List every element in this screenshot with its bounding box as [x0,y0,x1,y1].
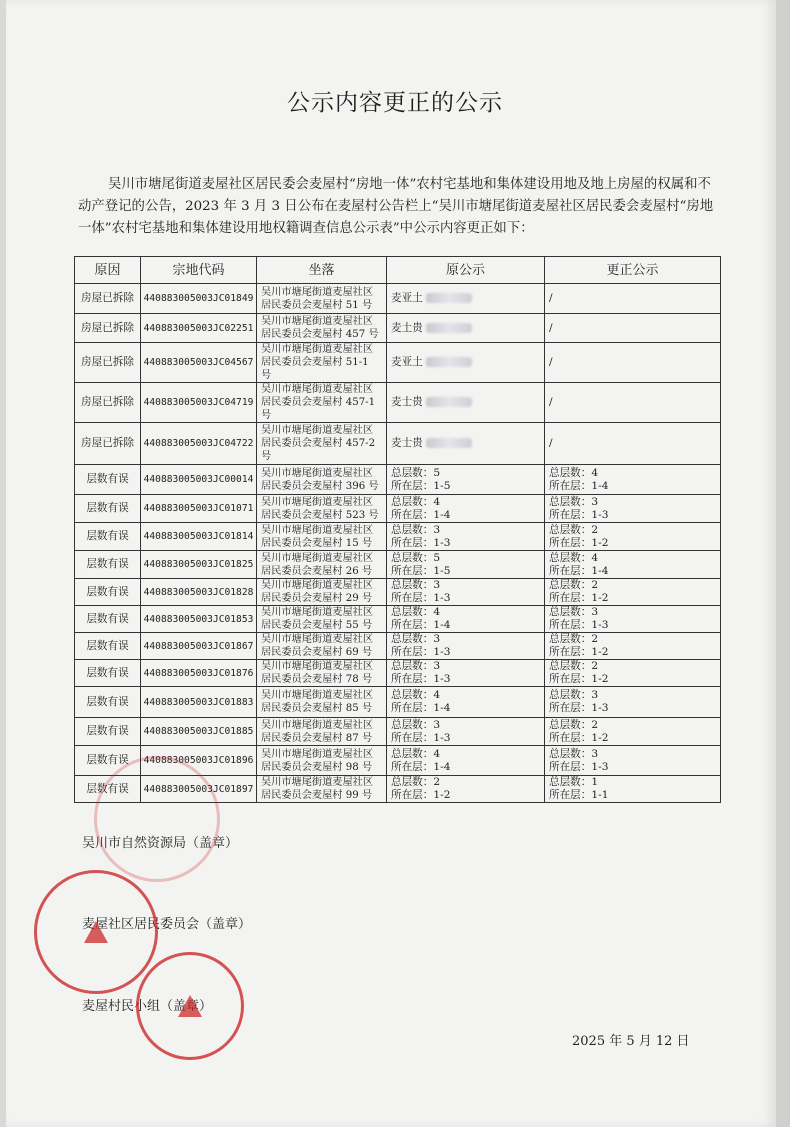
correction-line-2: 所在层：1-3 [549,702,609,714]
reason-text: 房屋已拆除 [81,437,134,449]
committee-stamp [34,870,158,994]
original-line-1: 总层数：3 [391,633,441,645]
code-text: 440883005003JC00014 [143,474,254,485]
cell-reason [75,579,141,606]
original-line-2: 所在层：1-5 [391,564,451,577]
cell-code [141,383,257,423]
table-row [75,633,721,660]
original-line-1: 麦亚土 [391,356,423,368]
reason-text: 层数有误 [86,530,129,542]
cell-original [387,343,545,383]
reason-text: 房屋已拆除 [81,321,134,334]
code-text: 440883005003JC04719 [143,397,254,408]
cell-reason [75,343,141,383]
table-row [75,606,721,633]
reason-text: 房屋已拆除 [81,356,134,368]
cell-code [141,465,257,495]
correction-line-1: 总层数：2 [549,579,599,591]
cell-location [257,746,387,776]
table-header-row [75,257,721,284]
cell-original [387,633,545,660]
original-line-1: 总层数：2 [391,776,441,788]
cell-original [387,383,545,423]
correction-line-1: / [549,437,553,449]
cell-code [141,718,257,746]
location-text: 吴川市塘尾街道麦屋社区居民委员会麦屋村 69 号 [261,634,374,658]
cell-reason [75,687,141,718]
bureau-stamp [94,756,220,882]
cell-correction [545,718,721,746]
cell-correction [545,606,721,633]
cell-location [257,423,387,465]
cell-original [387,746,545,776]
cell-location [257,718,387,746]
cell-location [257,383,387,423]
cell-reason [75,465,141,495]
reason-text: 层数有误 [86,725,129,737]
cell-reason [75,523,141,551]
cell-correction [545,746,721,776]
cell-location [257,523,387,551]
table-row [75,523,721,551]
original-line-2: 所在层：1-3 [391,731,451,744]
table-row [75,383,721,423]
cell-original [387,579,545,606]
cell-original [387,776,545,803]
code-text: 440883005003JC01849 [143,293,254,304]
correction-line-2: 所在层：1-2 [549,673,609,685]
location-text: 吴川市塘尾街道麦屋社区居民委员会麦屋村 78 号 [261,661,374,685]
header-correction: 更正公示 [545,257,721,284]
correction-line-1: 总层数：4 [549,551,599,564]
cell-code [141,551,257,579]
correction-line-1: / [549,292,553,304]
cell-location [257,465,387,495]
cell-correction [545,523,721,551]
code-text: 440883005003JC02251 [143,322,254,334]
cell-original [387,687,545,718]
code-text: 440883005003JC01885 [143,726,254,737]
cell-reason [75,633,141,660]
cell-reason [75,495,141,523]
location-text: 吴川市塘尾街道麦屋社区居民委员会麦屋村 457-1 号 [261,384,376,421]
table-row [75,465,721,495]
code-text: 440883005003JC01867 [143,640,254,652]
reason-text: 层数有误 [86,666,129,679]
star-icon [178,995,202,1017]
location-text: 吴川市塘尾街道麦屋社区居民委员会麦屋村 15 号 [261,524,374,549]
cell-location [257,495,387,523]
cell-code [141,423,257,465]
correction-line-2: 所在层：1-4 [549,564,609,577]
table-row [75,314,721,343]
location-text: 吴川市塘尾街道麦屋社区居民委员会麦屋村 26 号 [261,552,374,577]
original-line-1: 总层数：3 [391,718,441,731]
redacted-name [426,438,472,448]
cell-reason [75,551,141,579]
correction-line-1: 总层数：2 [549,523,599,536]
cell-code [141,633,257,660]
correction-line-2: 所在层：1-3 [549,619,609,631]
header-code: 宗地代码 [141,257,257,284]
cell-correction [545,551,721,579]
code-text: 440883005003JC01853 [143,613,254,625]
correction-line-1: 总层数：3 [549,689,599,701]
correction-line-1: / [549,396,553,408]
page-title: 公示内容更正的公示 [287,90,503,116]
correction-line-1: 总层数：2 [549,718,599,731]
code-text: 440883005003JC01828 [143,586,254,598]
cell-reason [75,660,141,687]
code-text: 440883005003JC01071 [143,503,254,514]
cell-correction [545,343,721,383]
cell-code [141,284,257,314]
original-line-2: 所在层：1-3 [391,646,451,658]
original-line-1: 麦士贵 [391,437,423,449]
code-text: 440883005003JC01896 [143,755,254,766]
correction-line-1: / [549,321,553,334]
location-text: 吴川市塘尾街道麦屋社区居民委员会麦屋村 98 号 [261,748,374,773]
correction-line-2: 所在层：1-2 [549,536,609,549]
cell-original [387,523,545,551]
correction-line-1: 总层数：4 [549,466,599,479]
correction-line-2: 所在层：1-3 [549,760,609,773]
cell-correction [545,633,721,660]
correction-line-2: 所在层：1-4 [549,479,609,492]
code-text: 440883005003JC04567 [143,357,254,368]
cell-reason [75,606,141,633]
cell-correction [545,495,721,523]
cell-original [387,718,545,746]
original-line-2: 所在层：1-3 [391,592,451,604]
group-stamp [136,952,244,1060]
cell-reason [75,383,141,423]
document-date: 2025 年 5 月 12 日 [572,1034,690,1049]
reason-text: 房屋已拆除 [81,396,134,408]
original-line-1: 总层数：4 [391,606,441,618]
original-line-2: 所在层：1-3 [391,673,451,685]
cell-code [141,660,257,687]
original-line-1: 麦士贵 [391,396,423,408]
table-row [75,718,721,746]
cell-correction [545,314,721,343]
cell-correction [545,776,721,803]
location-text: 吴川市塘尾街道麦屋社区居民委员会麦屋村 457 号 [261,316,379,340]
cell-correction [545,660,721,687]
cell-code [141,314,257,343]
cell-original [387,284,545,314]
signature-group: 麦屋村民小组（盖章） [82,999,213,1014]
cell-code [141,523,257,551]
original-line-1: 总层数：4 [391,689,441,701]
cell-correction [545,579,721,606]
reason-text: 层数有误 [86,502,129,514]
table-row [75,343,721,383]
cell-code [141,579,257,606]
original-line-1: 总层数：3 [391,523,441,536]
code-text: 440883005003JC01876 [143,667,254,679]
cell-location [257,633,387,660]
cell-reason [75,314,141,343]
code-text: 440883005003JC01825 [143,559,254,570]
correction-line-2: 所在层：1-2 [549,592,609,604]
location-text: 吴川市塘尾街道麦屋社区居民委员会麦屋村 396 号 [261,467,379,492]
reason-text: 房屋已拆除 [81,292,134,304]
original-line-1: 总层数：5 [391,551,441,564]
correction-line-1: 总层数：2 [549,633,599,645]
correction-line-1: 总层数：3 [549,606,599,618]
location-text: 吴川市塘尾街道麦屋社区居民委员会麦屋村 87 号 [261,719,374,744]
code-text: 440883005003JC04722 [143,438,254,449]
header-reason: 原因 [75,257,141,284]
reason-text: 层数有误 [86,612,129,625]
reason-text: 层数有误 [86,695,129,708]
original-line-1: 总层数：3 [391,579,441,591]
original-line-2: 所在层：1-4 [391,619,451,631]
location-text: 吴川市塘尾街道麦屋社区居民委员会麦屋村 523 号 [261,496,379,521]
original-line-2: 所在层：1-4 [391,760,451,773]
intro-paragraph: 吴川市塘尾街道麦屋社区居民委会麦屋村“房地一体”农村宅基地和集体建设用地及地上房屋的权属和不动产登记的公告，2023 年 3 月 3 日公布在麦屋村公告栏上“吴川市塘尾街道麦屋社区居民委会麦屋村“房地一体”农村宅基地和集体建设用地权籍调查信息公示表”中公示内容更正如下： [78,177,714,236]
cell-location [257,343,387,383]
signature-bureau: 吴川市自然资源局（盖章） [82,836,239,851]
cell-location [257,776,387,803]
original-line-2: 所在层：1-5 [391,479,451,492]
cell-original [387,551,545,579]
redacted-name [426,293,472,303]
cell-location [257,687,387,718]
table-row [75,579,721,606]
original-line-2: 所在层：1-4 [391,508,451,521]
cell-reason [75,284,141,314]
star-icon [84,921,108,943]
cell-location [257,660,387,687]
correction-line-1: / [549,356,553,368]
cell-original [387,314,545,343]
location-text: 吴川市塘尾街道麦屋社区居民委员会麦屋村 99 号 [261,777,374,801]
table-row [75,551,721,579]
original-line-2: 所在层：1-4 [391,702,451,714]
redacted-name [426,397,472,407]
cell-location [257,579,387,606]
correction-line-2: 所在层：1-3 [549,508,609,521]
cell-code [141,495,257,523]
reason-text: 层数有误 [86,585,129,598]
table-row [75,284,721,314]
original-line-1: 总层数：4 [391,495,441,508]
reason-text: 层数有误 [86,639,129,652]
header-original: 原公示 [387,257,545,284]
cell-location [257,551,387,579]
redacted-name [426,357,472,367]
correction-line-2: 所在层：1-2 [549,646,609,658]
cell-correction [545,423,721,465]
original-line-1: 总层数：3 [391,660,441,672]
correction-line-2: 所在层：1-1 [549,789,609,801]
original-line-2: 所在层：1-3 [391,536,451,549]
table-row [75,423,721,465]
code-text: 440883005003JC01883 [143,696,254,708]
correction-line-1: 总层数：3 [549,495,599,508]
cell-correction [545,284,721,314]
table-row [75,495,721,523]
location-text: 吴川市塘尾街道麦屋社区居民委员会麦屋村 457-2 号 [261,425,376,462]
cell-location [257,606,387,633]
cell-correction [545,687,721,718]
header-location: 坐落 [257,257,387,284]
cell-code [141,343,257,383]
reason-text: 层数有误 [86,782,129,795]
cell-code [141,687,257,718]
reason-text: 层数有误 [86,754,129,766]
table-row [75,660,721,687]
original-line-1: 麦亚土 [391,292,423,304]
cell-correction [545,383,721,423]
redacted-name [426,323,472,333]
location-text: 吴川市塘尾街道麦屋社区居民委员会麦屋村 85 号 [261,690,374,714]
cell-reason [75,423,141,465]
table-row [75,687,721,718]
correction-table [74,256,721,803]
code-text: 440883005003JC01814 [143,531,254,542]
code-text: 440883005003JC01897 [143,783,254,795]
original-line-1: 总层数：4 [391,747,441,760]
cell-location [257,314,387,343]
cell-original [387,606,545,633]
cell-original [387,465,545,495]
correction-line-2: 所在层：1-2 [549,731,609,744]
cell-code [141,606,257,633]
original-line-2: 所在层：1-2 [391,789,451,801]
original-line-1: 麦土贵 [391,321,423,334]
signature-committee: 麦屋社区居民委员会（盖章） [82,917,252,932]
location-text: 吴川市塘尾街道麦屋社区居民委员会麦屋村 51 号 [261,286,374,311]
location-text: 吴川市塘尾街道麦屋社区居民委员会麦屋村 29 号 [261,580,374,604]
correction-line-1: 总层数：1 [549,776,599,788]
cell-original [387,660,545,687]
reason-text: 层数有误 [86,473,129,485]
location-text: 吴川市塘尾街道麦屋社区居民委员会麦屋村 55 号 [261,607,374,631]
cell-original [387,495,545,523]
cell-original [387,423,545,465]
cell-correction [545,465,721,495]
cell-location [257,284,387,314]
correction-line-1: 总层数：3 [549,747,599,760]
page-edge [776,0,790,1127]
reason-text: 层数有误 [86,558,129,570]
original-line-1: 总层数：5 [391,466,441,479]
location-text: 吴川市塘尾街道麦屋社区居民委员会麦屋村 51-1 号 [261,344,374,381]
correction-line-1: 总层数：2 [549,660,599,672]
cell-reason [75,718,141,746]
